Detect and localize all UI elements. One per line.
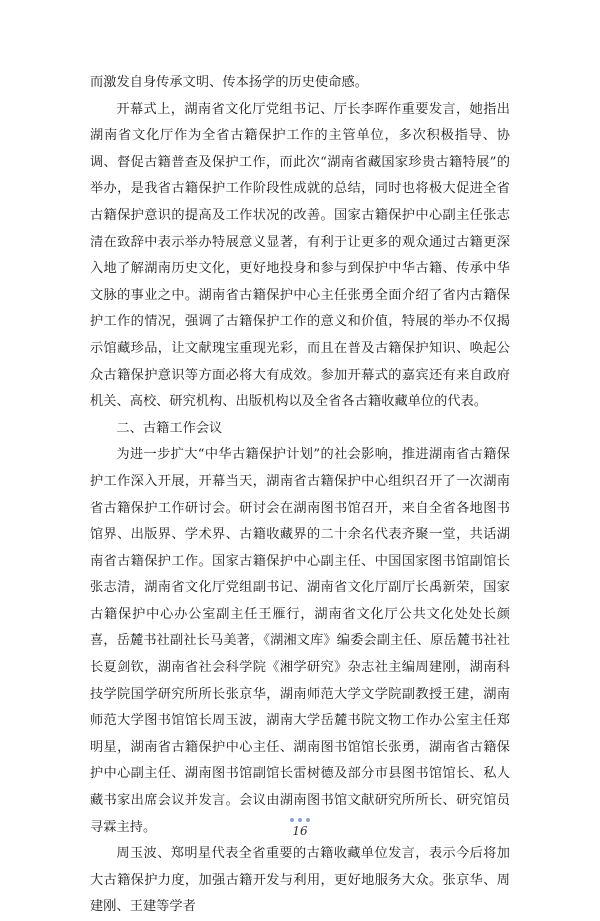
section-heading: 二、古籍工作会议 (116, 420, 223, 436)
paragraph-opening-ceremony: 开幕式上，湖南省文化厅党组书记、厅长李晖作重要发言，她指出湖南省文化厅作为全省古籍保护工作的主管单位，多次积极指导、协调、督促古籍普查及保护工作，而此次“湖南省藏国家珍贵古籍特展”的举办，是我省古籍保护工作阶段性成就的总结，同时也将极大促进全省古籍保护意识的提高及工作状况的改善。国家古籍保护中心副主任张志清在致辞中表示举办特展意义显著，有利于让更多的观众通过古籍更深入地了解湖南历史文化，更好地投身和参与到保护中华古籍、传承中华文脉的事业之中。湖南省古籍保护中心主任张勇全面介绍了省内古籍保护工作的情况，强调了古籍保护工作的意义和价值，特展的举办不仅揭示馆藏珍品，让文献瑰宝重现光彩，而且在普及古籍保护知识、唤起公众古籍保护意识等方面必将大有成效。参加开幕式的嘉宾还有来自政府机关、高校、研究机构、出版机构以及全省各古籍收藏单位的代表。 (90, 101, 510, 410)
page-number: 16 (292, 824, 308, 838)
paragraph-speeches: 周玉波、郑明星代表全省重要的古籍收藏单位发言，表示今后将加大古籍保护力度，加强古籍开发与利用，更好地服务大众。张京华、周建刚、王建等学者 (90, 846, 510, 915)
paragraph-continuation: 而激发自身传承文明、传本扬学的历史使命感。 (90, 75, 368, 90)
footer-dots-icon (0, 818, 600, 822)
page-footer (0, 818, 600, 838)
body-text (90, 70, 510, 921)
paragraph-conference: 为进一步扩大“中华古籍保护计划”的社会影响，推进湖南省古籍保护工作深入开展，开幕当天，湖南省古籍保护中心组织召开了一次湖南省古籍保护工作研讨会。研讨会在湖南图书馆召开，来自全省各地图书馆界、出版界、学术界、古籍收藏界的二十余名代表齐聚一堂，共话湖南省古籍保护工作。国家古籍保护中心副主任、中国国家图书馆副馆长张志清，湖南省文化厅党组副书记、湖南省文化厅副厅长禹新荣，国家古籍保护中心办公室副主任王雁行，湖南省文化厅公共文化处处长颜喜，岳麓书社副社长马美著，《湖湘文库》编委会副主任、原岳麓书社社长夏剑钦，湖南省社会科学院《湘学研究》杂志社主编周建刚，湖南科技学院国学研究所所长张京华，湖南师范大学文学院副教授王建，湖南师范大学图书馆馆长周玉波，湖南大学岳麓书院文物工作办公室主任郑明星，湖南省古籍保护中心主任、湖南图书馆馆长张勇，湖南省古籍保护中心副主任、湖南图书馆副馆长雷树德及部分市县图书馆馆长、私人藏书家出席会议并发言。会议由湖南图书馆文献研究所所长、研究馆员寻霖主持。 (90, 447, 510, 835)
